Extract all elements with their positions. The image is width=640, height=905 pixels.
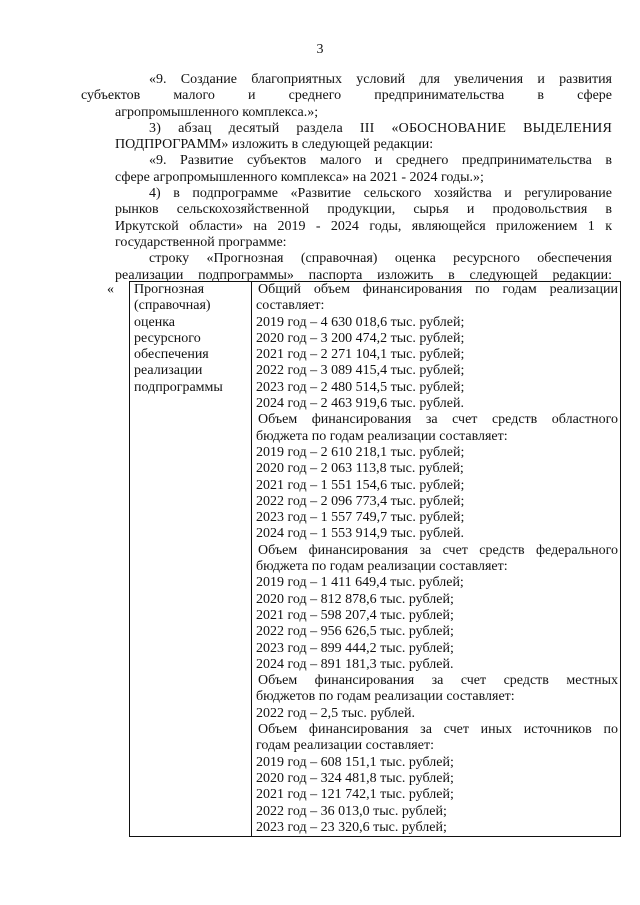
funding-year-line: 2022 год – 3 089 415,4 тыс. рублей; [256,363,465,379]
funding-block-heading [256,543,618,576]
row-label-line: обеспечения [134,347,209,363]
row-label-line: реализации [134,363,203,379]
heading-line: Общий объем финансирования по годам реализации [258,282,618,297]
heading-line: Объем финансирования за счет средств областного [258,412,618,428]
heading-line: бюджетов по годам реализации составляет: [256,689,515,705]
table-row [130,282,621,837]
funding-block [256,673,618,722]
passport-table [129,281,621,837]
page-number: 3 [316,42,324,57]
paragraph-item-9-old [81,72,612,121]
funding-block [256,412,618,542]
heading-line: годам реализации составляет: [256,738,434,754]
funding-year-line: 2021 год – 121 742,1 тыс. рублей; [256,787,454,803]
funding-year-line: 2020 год – 324 481,8 тыс. рублей; [256,770,454,786]
funding-year-line: 2019 год – 4 630 018,6 тыс. рублей; [256,314,465,330]
paragraph-item-9-new [115,153,612,186]
text-line: государственной программе: [115,234,287,250]
text-line: реализации подпрограммы» паспорта изложить в следующей редакции: [115,267,612,283]
heading-line: Объем финансирования за счет средств местных [258,673,618,689]
funding-block [256,282,618,412]
funding-block [256,722,618,836]
text-line: ПОДПРОГРАММ» изложить в следующей редакции: [115,137,434,153]
funding-block-heading [256,722,618,755]
funding-year-line: 2022 год – 956 626,5 тыс. рублей; [256,624,454,640]
row-label [134,282,251,396]
text-line: 3) абзац десятый раздела III «ОБОСНОВАНИЕ ВЫДЕЛЕНИЯ [149,120,612,136]
funding-year-line: 2021 год – 2 271 104,1 тыс. рублей; [256,347,465,363]
funding-year-line: 2023 год – 899 444,2 тыс. рублей; [256,640,454,656]
funding-year-line: 2020 год – 812 878,6 тыс. рублей; [256,591,454,607]
funding-details [256,282,618,836]
funding-block-heading [256,673,618,706]
text-line: сфере агропромышленного комплекса» на 2021 - 2024 годы.»; [115,169,484,185]
funding-block-heading [256,412,618,445]
funding-year-line: 2022 год – 2 096 773,4 тыс. рублей; [256,493,465,509]
row-label-line: ресурсного [134,330,201,346]
funding-year-line: 2023 год – 1 557 749,7 тыс. рублей; [256,510,465,526]
funding-year-line: 2021 год – 598 207,4 тыс. рублей; [256,607,454,623]
funding-block [256,543,618,673]
paragraph-row-instruction [115,251,612,284]
funding-year-line: 2020 год – 3 200 474,2 тыс. рублей; [256,330,465,346]
funding-block-heading [256,282,618,315]
text-line: «9. Развитие субъектов малого и среднего предпринимательства в [149,153,612,169]
funding-year-line: 2023 год – 2 480 514,5 тыс. рублей; [256,379,465,395]
document-body [81,72,612,284]
paragraph-amendment-3 [115,121,612,154]
text-line: 4) в подпрограмме «Развитие сельского хозяйства и регулирование [149,186,612,202]
heading-line: бюджета по годам реализации составляет: [256,559,508,575]
text-line: агропромышленного комплекса.»; [115,104,319,120]
row-value-cell [252,282,621,837]
funding-year-line: 2024 год – 1 553 914,9 тыс. рублей. [256,526,464,542]
text-line: субъектов малого и среднего предпринимательства в сфере [81,88,612,104]
text-line: рынков сельскохозяйственной продукции, сырья и продовольствия в [115,202,612,218]
text-line: строку «Прогнозная (справочная) оценка ресурсного обеспечения [149,251,612,267]
row-label-line: Прогнозная [134,282,205,297]
heading-line: бюджета по годам реализации составляет: [256,428,508,444]
heading-line: Объем финансирования за счет средств федерального [258,542,618,558]
funding-year-line: 2021 год – 1 551 154,6 тыс. рублей; [256,477,465,493]
row-label-line: подпрограммы [134,379,223,395]
funding-year-line: 2022 год – 2,5 тыс. рублей. [256,705,415,721]
funding-year-line: 2024 год – 2 463 919,6 тыс. рублей. [256,396,464,412]
funding-year-line: 2024 год – 891 181,3 тыс. рублей. [256,656,454,672]
text-line: Иркутской области» на 2019 - 2024 годы, являющейся приложением 1 к [115,218,612,234]
opening-quote-mark: « [107,282,114,297]
row-label-cell [130,282,252,837]
funding-year-line: 2019 год – 1 411 649,4 тыс. рублей; [256,575,464,591]
funding-year-line: 2019 год – 2 610 218,1 тыс. рублей; [256,444,465,460]
funding-year-line: 2023 год – 23 320,6 тыс. рублей; [256,819,447,835]
text-line: «9. Создание благоприятных условий для увеличения и развития [149,72,612,87]
heading-line: Объем финансирования за счет иных источников по [258,722,618,738]
funding-year-line: 2020 год – 2 063 113,8 тыс. рублей; [256,461,464,477]
row-label-line: оценка [134,314,176,330]
funding-year-line: 2019 год – 608 151,1 тыс. рублей; [256,754,454,770]
row-label-line: (справочная) [134,298,211,314]
funding-year-line: 2022 год – 36 013,0 тыс. рублей; [256,803,447,819]
paragraph-amendment-4 [115,186,612,251]
heading-line: составляет: [256,298,325,314]
